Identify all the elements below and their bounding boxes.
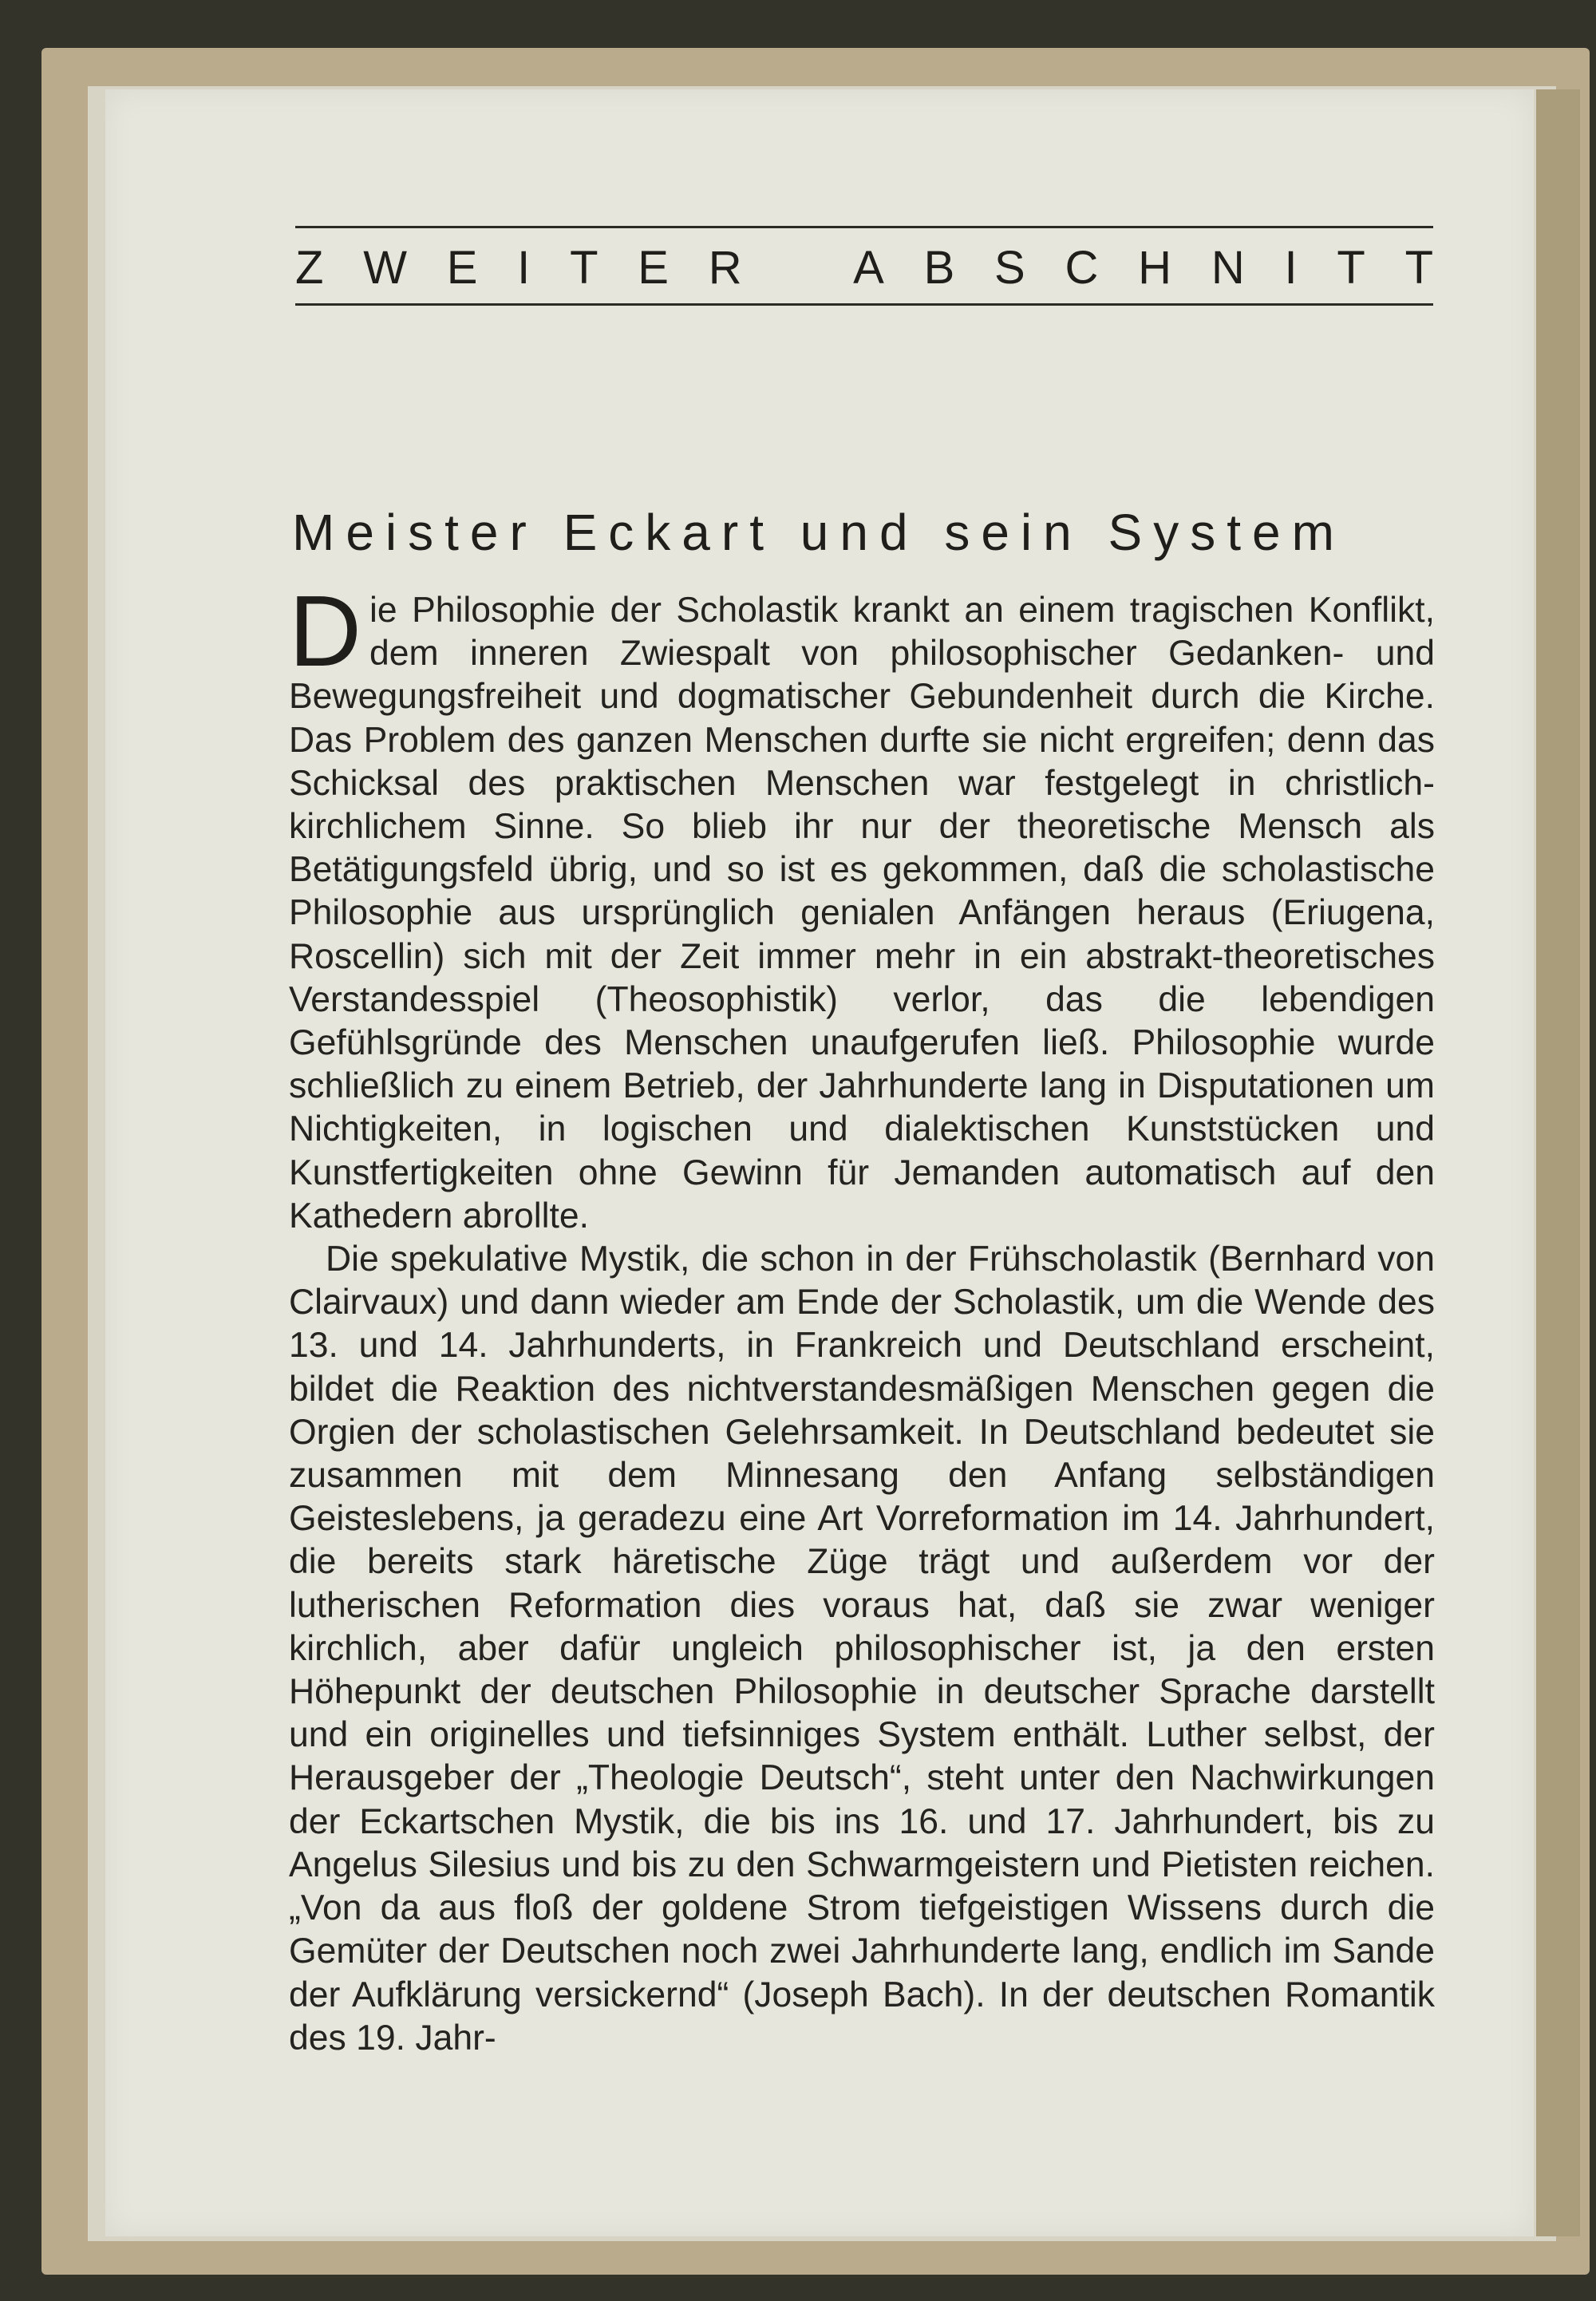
section-heading-letter: E — [638, 241, 669, 294]
drop-cap: D — [289, 575, 361, 687]
bottom-rule — [295, 303, 1433, 306]
section-heading-letter: S — [994, 241, 1025, 294]
section-heading-letter: Z — [295, 241, 324, 294]
paragraph — [289, 1238, 1435, 2060]
section-heading-letter: W — [363, 241, 407, 294]
paragraph — [289, 575, 1435, 1238]
top-rule — [295, 226, 1433, 228]
chapter-title: Meister Eckart und sein System — [292, 504, 1345, 561]
section-heading-letter: H — [1138, 241, 1172, 294]
section-heading-letter: I — [517, 241, 531, 294]
section-heading-letter: T — [570, 241, 598, 294]
section-heading-letter: A — [853, 241, 884, 294]
paragraph-text: ie Philosophie der Scholastik krankt an einem tragischen Konflikt, dem inneren Zwiespalt von philosophischer Gedanken- und Bewegungsfreiheit und dogmatischer Gebundenheit durch die Kirche. Das Problem des ganzen Menschen durfte sie nicht ergreifen; denn das Schicksal des praktischen Menschen war festgelegt in christlich-kirchlichem Sinne. So blieb ihr nur der theoretische Mensch als Betätigungsfeld übrig, und so ist es gekommen, daß die scholastische Philosophie aus ursprünglich genialen Anfängen heraus (Eriugena, Roscellin) sich mit der Zeit immer mehr in ein abstrakt-theoretisches Verstandesspiel (Theosophistik) verlor, das die lebendigen Gefühlsgründe des Menschen unaufgerufen ließ. Philosophie wurde schließlich zu einem Betrieb, der Jahrhunderte lang in Disputationen um Nichtigkeiten, in logischen und dialektischen Kunststücken und Kunstfertigkeiten ohne Gewinn für Jemanden automatisch auf den Kathedern abrollte. — [289, 591, 1435, 1236]
section-heading-letter: R — [708, 241, 742, 294]
paragraph-text: Die spekulative Mystik, die schon in der Frühscholastik (Bernhard von Clairvaux) und dann wieder am Ende der Scholastik, um die Wende des 13. und 14. Jahrhunderts, in Frankreich und Deutschland erscheint, bildet die Reaktion des nichtverstandesmäßigen Menschen gegen die Orgien der scholastischen Gelehrsamkeit. In Deutschland bedeutet sie zusammen mit dem Minnesang den Anfang selbständigen Geisteslebens, ja geradezu eine Art Vorreformation im 14. Jahrhundert, die bereits stark häretische Züge trägt und außerdem vor der lutherischen Reformation dies voraus hat, daß sie zwar weniger kirchlich, aber dafür ungleich philosophischer ist, ja den ersten Höhepunkt der deutschen Philosophie in deutscher Sprache darstellt und ein originelles und tiefsinniges System enthält. Luther selbst, der Herausgeber der „Theologie Deutsch“, steht unter den Nachwirkungen der Eckartschen Mystik, die bis ins 16. und 17. Jahrhundert, bis zu Angelus Silesius und bis zu den Schwarmgeistern und Pietisten reichen. „Von da aus floß der goldene Strom tiefgeistigen Wissens durch die Gemüter der Deutschen noch zwei Jahrhunderte lang, endlich im Sande der Aufklärung versickernd“ (Joseph Bach). In der deutschen Romantik des 19. Jahr- — [289, 1239, 1435, 2058]
section-heading-letter: B — [923, 241, 955, 294]
section-heading-letter: C — [1065, 241, 1099, 294]
section-heading-letter: I — [1284, 241, 1298, 294]
section-heading-letter: T — [1337, 241, 1365, 294]
section-heading-letter: T — [1404, 241, 1433, 294]
section-heading-letter: N — [1211, 241, 1245, 294]
facing-page-edge — [1536, 89, 1580, 2236]
body-text — [289, 575, 1435, 2060]
section-heading — [295, 239, 1433, 295]
section-heading-letter: E — [446, 241, 478, 294]
